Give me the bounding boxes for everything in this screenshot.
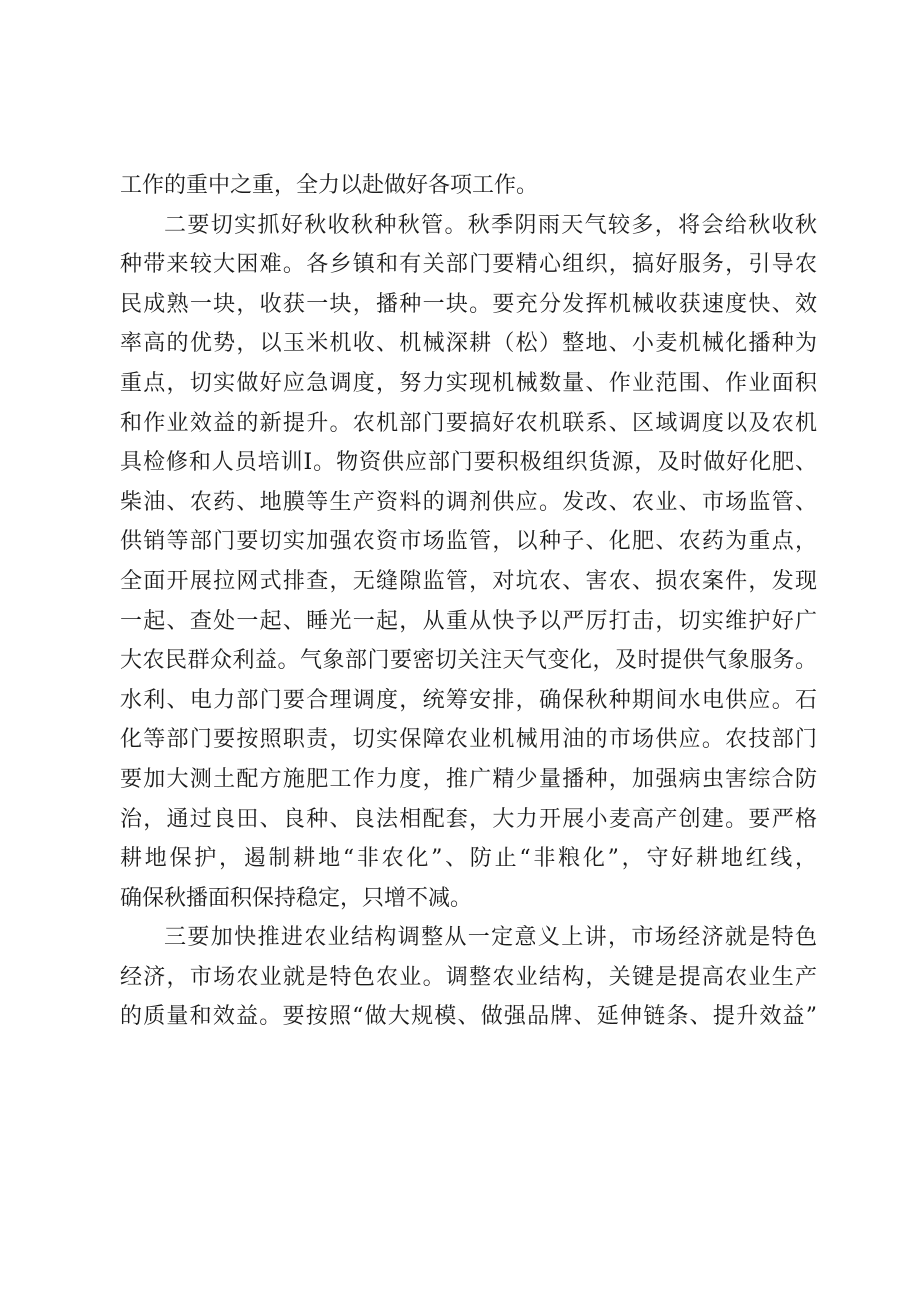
text-line: 水利、电力部门要合理调度，统筹安排，确保秋种期间水电供应。石: [120, 687, 817, 713]
paragraph-2: [120, 206, 817, 919]
text-line: 二要切实抓好秋收秋种秋管。秋季阴雨天气较多，将会给秋收秋: [164, 212, 817, 238]
text-line: 一起、查处一起、睡光一起，从重从快予以严厉打击，切实维护好广: [120, 608, 817, 634]
document-body: [120, 166, 817, 1037]
text-line: 全面开展拉网式排查，无缝隙监管，对坑农、害农、损农案件，发现: [120, 568, 817, 594]
text-line: 经济，市场农业就是特色农业。调整农业结构，关键是提高农业生产: [120, 964, 817, 990]
text-line: 具检修和人员培训I。物资供应部门要积极组织货源，及时做好化肥、: [120, 450, 817, 476]
text-line: 供销等部门要切实加强农资市场监管，以种子、化肥、农药为重点，: [120, 529, 817, 555]
text-line: 和作业效益的新提升。农机部门要搞好农机联系、区域调度以及农机: [120, 410, 817, 436]
text-line: 确保秋播面积保持稳定，只增不减。: [120, 885, 473, 911]
text-line: 种带来较大困难。各乡镇和有关部门要精心组织，搞好服务，引导农: [120, 252, 817, 278]
text-line: 要加大测土配方施肥工作力度，推广精少量播种，加强病虫害综合防: [120, 766, 817, 792]
text-line: 治，通过良田、良种、良法相配套，大力开展小麦高产创建。要严格: [120, 806, 817, 832]
text-line: 的质量和效益。要按照“做大规模、做强品牌、延伸链条、提升效益”: [120, 1004, 817, 1030]
text-line: 柴油、农药、地膜等生产资料的调剂供应。发改、农业、市场监管、: [120, 489, 817, 515]
text-line: 耕地保护，遏制耕地“非农化”、防止“非粮化”，守好耕地红线，: [120, 846, 817, 872]
text-line: 民成熟一块，收获一块，播种一块。要充分发挥机械收获速度快、效: [120, 291, 817, 317]
text-line: 率高的优势，以玉米机收、机械深耕（松）整地、小麦机械化播种为: [120, 331, 817, 357]
text-line: 化等部门要按照职责，切实保障农业机械用油的市场供应。农技部门: [120, 727, 817, 753]
text-line: 大农民群众利益。气象部门要密切关注天气变化，及时提供气象服务。: [120, 648, 817, 674]
text-line: 工作的重中之重，全力以赴做好各项工作。: [120, 173, 539, 198]
text-line: 重点，切实做好应急调度，努力实现机械数量、作业范围、作业面积: [120, 370, 817, 396]
paragraph-1: [120, 166, 817, 206]
text-line: 三要加快推进农业结构调整从一定意义上讲，市场经济就是特色: [164, 925, 817, 951]
paragraph-3: [120, 918, 817, 1037]
